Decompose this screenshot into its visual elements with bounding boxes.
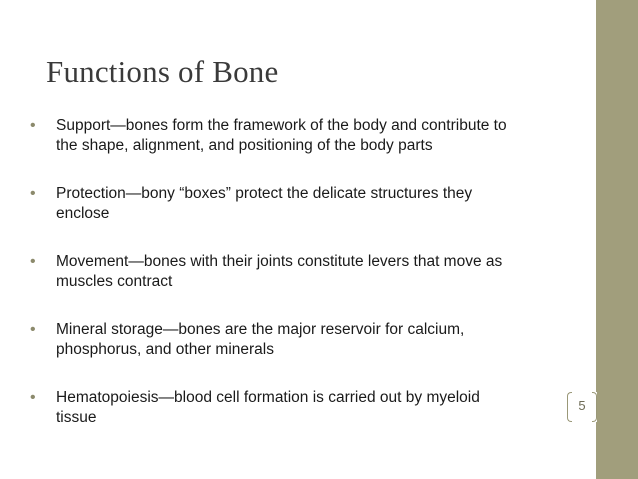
bullet-text-line1: Hematopoiesis—blood cell formation is carried out by myeloid — [56, 389, 480, 406]
bullet-text-line2: muscles contract — [56, 273, 173, 290]
bullet-item-hematopoiesis — [26, 388, 586, 428]
bullet-marker: • — [30, 185, 36, 202]
bullet-text-line2: the shape, alignment, and positioning of the body parts — [56, 137, 433, 154]
bullet-list — [26, 116, 586, 456]
bullet-marker: • — [30, 321, 36, 338]
page-number: 5 — [578, 398, 586, 413]
bullet-marker: • — [30, 253, 36, 270]
slide-title: Functions of Bone — [46, 54, 279, 89]
right-bracket-icon — [592, 392, 597, 422]
bullet-item-mineral-storage — [26, 320, 586, 360]
bullet-item-movement — [26, 252, 586, 292]
bullet-text-line2: enclose — [56, 205, 110, 222]
side-accent-band — [596, 0, 638, 479]
bullet-item-protection — [26, 184, 586, 224]
bullet-text-line1: Movement—bones with their joints constitute levers that move as — [56, 253, 503, 270]
bullet-item-support — [26, 116, 586, 156]
bullet-text-line1: Support—bones form the framework of the body and contribute to — [56, 117, 507, 134]
bullet-text-line1: Protection—bony “boxes” protect the delicate structures they — [56, 185, 473, 202]
bullet-marker: • — [30, 117, 36, 134]
bullet-text-line2: tissue — [56, 409, 97, 426]
bullet-marker: • — [30, 389, 36, 406]
bullet-text-line2: phosphorus, and other minerals — [56, 341, 274, 358]
page-number-badge — [567, 392, 597, 422]
bullet-text-line1: Mineral storage—bones are the major reservoir for calcium, — [56, 321, 465, 338]
